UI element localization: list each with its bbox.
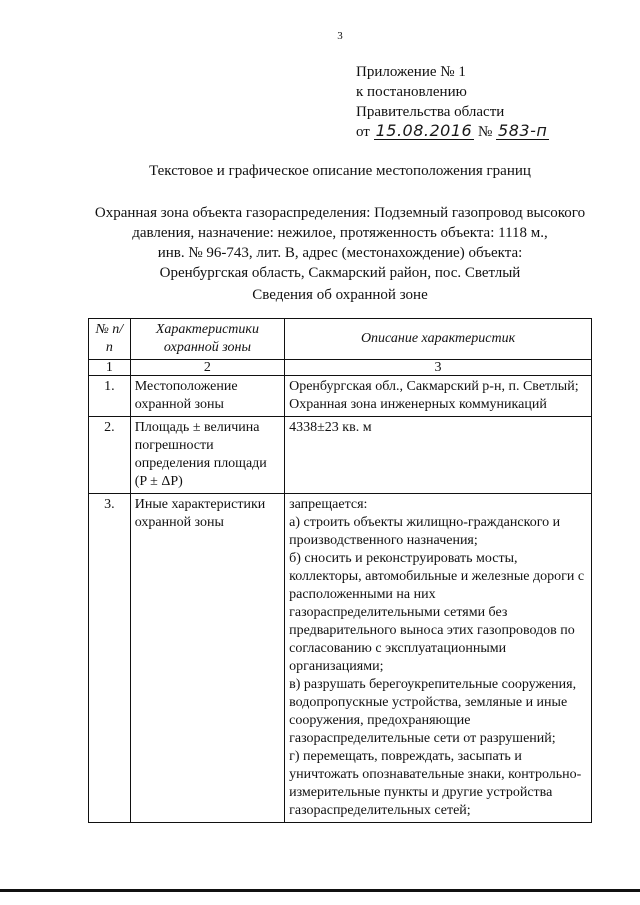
column-number: 3 <box>285 360 592 376</box>
appendix-line-2: к постановлению <box>356 84 467 100</box>
column-number: 1 <box>89 360 131 376</box>
object-description-line: инв. № 96-743, лит. В, адрес (местонахождение) объекта: <box>157 245 523 261</box>
row-description: Оренбургская обл., Сакмарский р-н, п. Светлый; Охранная зона инженерных коммуникаций <box>285 376 592 417</box>
document-title: Текстовое и графическое описание местоположения границ <box>149 163 531 179</box>
restriction-line: а) строить объекты жилищно-гражданского и производственного назначения; <box>289 515 561 548</box>
appendix-date-line <box>356 122 549 142</box>
header-characteristic: Характеристики охранной зоны <box>130 319 284 360</box>
table-row <box>89 376 592 417</box>
number-label: № <box>477 124 493 140</box>
row-number: 2. <box>89 417 131 494</box>
object-description-line: давления, назначение: нежилое, протяженность объекта: 1118 м., <box>132 225 548 241</box>
from-label: от <box>356 124 370 140</box>
table-column-number-row <box>89 360 592 376</box>
object-description <box>60 203 620 283</box>
header-description: Описание характеристик <box>285 319 592 360</box>
object-description-line: Охранная зона объекта газораспределения: Подземный газопровод высокого <box>94 205 586 221</box>
row-characteristic: Местоположение охранной зоны <box>130 376 284 417</box>
handwritten-number: 583-п <box>498 121 548 140</box>
page-bottom-rule <box>0 889 640 892</box>
column-number: 2 <box>130 360 284 376</box>
appendix-line-1: Приложение № 1 <box>356 64 466 80</box>
row-characteristic: Иные характеристики охранной зоны <box>130 494 284 823</box>
header-num: № п/п <box>89 319 131 360</box>
appendix-line-3: Правительства области <box>356 104 505 120</box>
table-row <box>89 494 592 823</box>
table-title: Сведения об охранной зоне <box>252 287 428 303</box>
protection-zone-table <box>88 318 592 823</box>
page-number: 3 <box>337 30 343 42</box>
row-description: 4338±23 кв. м <box>285 417 592 494</box>
object-description-line: Оренбургская область, Сакмарский район, пос. Светлый <box>159 265 521 281</box>
handwritten-date: 15.08.2016 <box>375 121 473 140</box>
restriction-line: б) сносить и реконструировать мосты, коллекторы, автомобильные и железные дороги с расположенными на них газораспределительными сетями без предварительного выноса этих газопроводов по согласованию с эксплуатационными организациями; <box>289 551 585 674</box>
row-characteristic: Площадь ± величина погрешности определения площади (P ± ΔP) <box>130 417 284 494</box>
row-number: 1. <box>89 376 131 417</box>
appendix-block <box>356 62 549 142</box>
row-description <box>285 494 592 823</box>
table-row <box>89 417 592 494</box>
row-number: 3. <box>89 494 131 823</box>
restriction-line: г) перемещать, повреждать, засыпать и уничтожать опознавательные знаки, контрольно-измерительные пункты и другие устройства газораспределительных сетей; <box>289 749 582 818</box>
restriction-line: запрещается: <box>289 497 368 512</box>
table-header-row <box>89 319 592 360</box>
restriction-line: в) разрушать берегоукрепительные сооружения, водопропускные устройства, земляные и иные сооружения, предохраняющие газораспределительные сети от разрушений; <box>289 677 577 746</box>
